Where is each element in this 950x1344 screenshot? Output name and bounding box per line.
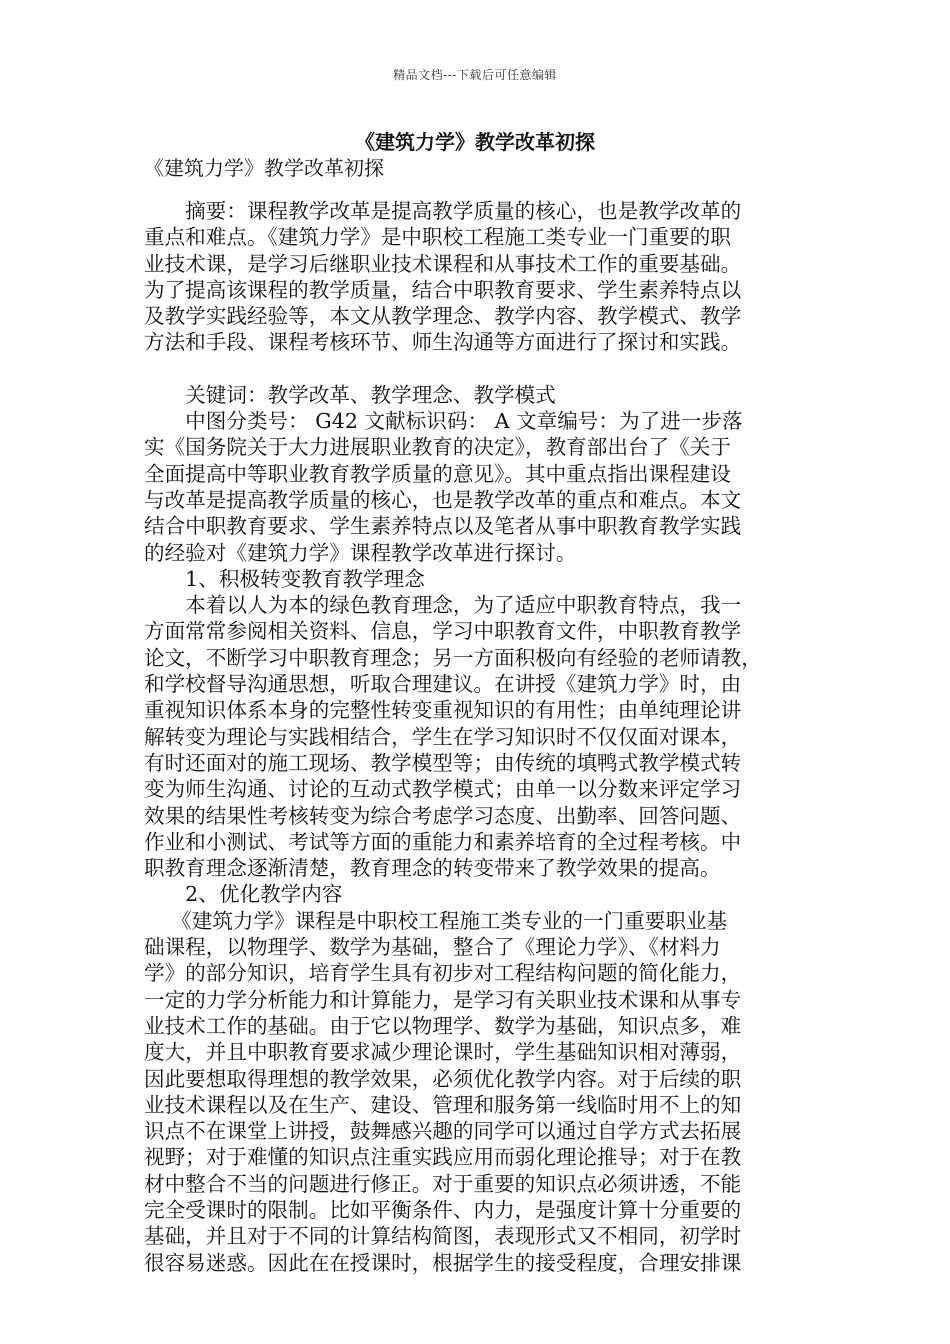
section-1-heading xyxy=(144,566,806,592)
text-line: 及教学实践经验等，本文从教学理念、教学内容、教学模式、教学 xyxy=(144,304,742,329)
page-header: 精品文档---下载后可任意编辑 xyxy=(393,68,557,82)
text-line: 效果的结果性考核转变为综合考虑学习态度、出勤率、回答问题、 xyxy=(144,803,742,828)
text-line: 方法和手段、课程考核环节、师生沟通等方面进行了探讨和实践。 xyxy=(144,330,742,355)
text-line: 作业和小测试、考试等方面的重能力和素养培育的全过程考核。中 xyxy=(144,829,742,854)
text-line: 识点不在课堂上讲授，鼓舞感兴趣的同学可以通过自学方式去拓展 xyxy=(144,1119,742,1144)
text-line: 与改革是提高教学质量的核心，也是教学改革的重点和难点。本文 xyxy=(144,487,742,512)
text-line: 一定的力学分析能力和计算能力，是学习有关职业技术课和从事专 xyxy=(144,987,742,1012)
text-line: 因此要想取得理想的教学效果，必须优化教学内容。对于后续的职 xyxy=(144,1066,742,1091)
text-line: 方面常常参阅相关资料、信息，学习中职教育文件，中职教育教学 xyxy=(144,619,742,644)
document-title: 《建筑力学》教学改革初探 xyxy=(355,130,595,154)
text-line: 结合中职教育要求、学生素养特点以及笔者从事中职教育教学实践 xyxy=(144,514,742,539)
text-line: 重视知识体系本身的完整性转变重视知识的有用性；由单纯理论讲 xyxy=(144,698,742,723)
text-line: 业技术课，是学习后继职业技术课程和从事技术工作的重要基础。 xyxy=(144,251,742,276)
text-line: 变为师生沟通、讨论的互动式教学模式；由单一以分数来评定学习 xyxy=(144,777,742,802)
section-2-heading xyxy=(144,881,806,907)
text-line: 《建筑力学》课程是中职校工程施工类专业的一门重要职业基 xyxy=(144,908,728,933)
paragraph-gap xyxy=(144,356,806,382)
text-line: 中图分类号： G42 文献标识码： A 文章编号：为了进一步落 xyxy=(144,409,743,434)
text-line: 摘要：课程教学改革是提高教学质量的核心，也是教学改革的 xyxy=(144,199,742,223)
text-line: 基础，并且对于不同的计算结构简图，表现形式又不相同，初学时 xyxy=(144,1224,742,1249)
text-line: 和学校督导沟通思想，听取合理建议。在讲授《建筑力学》时，由 xyxy=(144,672,742,697)
text-line: 学》的部分知识，培育学生具有初步对工程结构问题的简化能力， xyxy=(144,961,742,986)
text-line: 完全受课时的限制。比如平衡条件、内力，是强度计算十分重要的 xyxy=(144,1197,742,1222)
intro-paragraph xyxy=(144,408,806,566)
section-heading-line: 2、优化教学内容 xyxy=(144,882,343,907)
text-line: 解转变为理论与实践相结合，学生在学习知识时不仅仅面对课本， xyxy=(144,724,742,749)
text-line: 材中整合不当的问题进行修正。对于重要的知识点必须讲透，不能 xyxy=(144,1171,742,1196)
text-line: 视野；对于难懂的知识点注重实践应用而弱化理论推导；对于在教 xyxy=(144,1145,742,1170)
text-line: 有时还面对的施工现场、教学模型等；由传统的填鸭式教学模式转 xyxy=(144,750,742,775)
section-1-paragraph xyxy=(144,592,806,881)
text-line: 很容易迷惑。因此在在授课时，根据学生的接受程度，合理安排课 xyxy=(144,1250,742,1275)
text-line: 础课程，以物理学、数学为基础，整合了《理论力学》、《材料力 xyxy=(144,935,721,960)
text-line: 重点和难点。《建筑力学》是中职校工程施工类专业一门重要的职 xyxy=(144,225,731,250)
text-line: 全面提高中等职业教育教学质量的意见》。其中重点指出课程建设 xyxy=(144,461,731,486)
keywords-line: 关键词：教学改革、教学理念、教学模式 xyxy=(144,382,556,407)
abstract-paragraph xyxy=(144,198,806,356)
text-line: 的经验对《建筑力学》课程教学改革进行探讨。 xyxy=(144,540,577,565)
section-heading-line: 1、积极转变教育教学理念 xyxy=(144,566,425,591)
document-subtitle: 《建筑力学》教学改革初探 xyxy=(144,156,384,180)
text-line: 实《国务院关于大力进展职业教育的决定》，教育部出台了《关于 xyxy=(144,435,731,460)
document-body xyxy=(144,198,806,1276)
text-line: 本着以人为本的绿色教育理念，为了适应中职教育特点，我一 xyxy=(144,593,742,618)
text-line: 度大，并且中职教育要求减少理论课时，学生基础知识相对薄弱， xyxy=(144,1040,742,1065)
text-line: 职教育理念逐渐清楚，教育理念的转变带来了教学效果的提高。 xyxy=(144,856,721,881)
section-2-paragraph xyxy=(144,908,806,1276)
text-line: 为了提高该课程的教学质量，结合中职教育要求、学生素养特点以 xyxy=(144,277,742,302)
text-line: 论文，不断学习中职教育理念；另一方面积极向有经验的老师请教， xyxy=(144,645,762,670)
text-line: 业技术工作的基础。由于它以物理学、数学为基础，知识点多，难 xyxy=(144,1013,742,1038)
text-line: 业技术课程以及在生产、建设、管理和服务第一线临时用不上的知 xyxy=(144,1092,742,1117)
keywords-paragraph xyxy=(144,382,806,408)
